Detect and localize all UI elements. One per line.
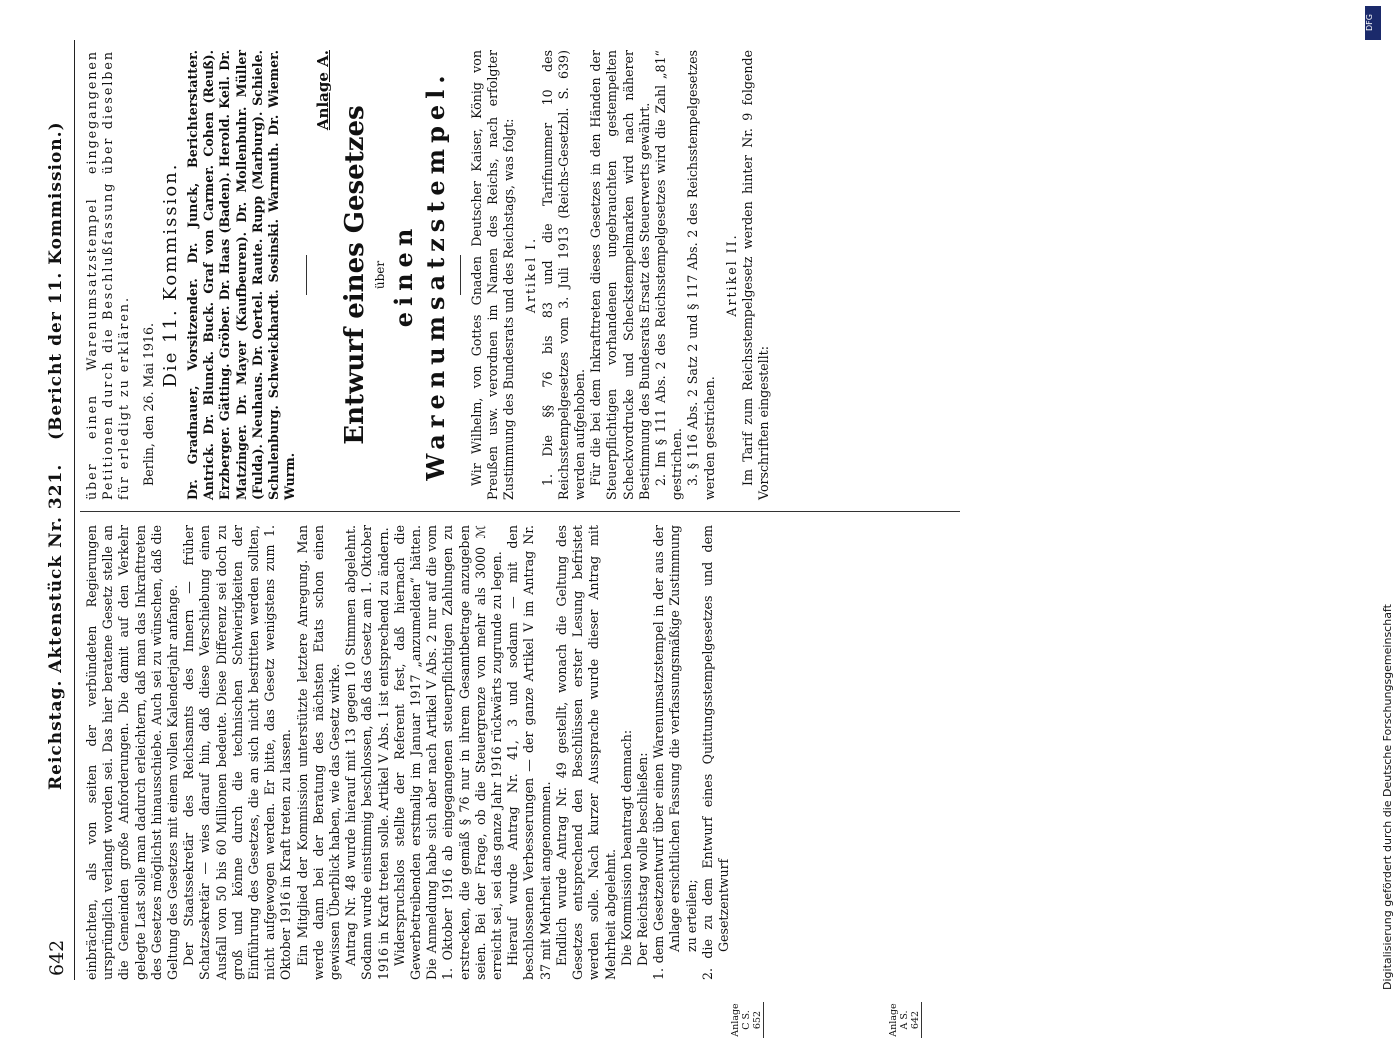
digitization-footer (1365, 0, 1394, 1000)
paragraph: über einen Warenumsatzstempel eingegangenen Petitionen durch die Beschlußfassung über dieselben für erledigt zu erklären. (84, 50, 132, 500)
article-heading: Artikel I. (523, 236, 539, 314)
annex-label: Anlage A. (314, 50, 333, 131)
draft-title: Entwurf eines Gesetzes (339, 105, 370, 445)
commission-heading: Die 11. Kommission. (159, 162, 181, 388)
paragraph: Widerspruchslos stellte der Referent fest, daß hiernach die Gewerbetreibenden erstmalig im Januar 1917 „anzumelden“ hätten. Die Anmeldung habe sich aber nach Artikel V Abs. 2 nur auf die vom 1. Oktober 1916 ab eingegangenen steuerpflichtigen Zahlungen zu erstrecken, die gemäß § 76 nur in ihrem Gesamtbetrage anzugeben seien. Bei der Frage, ob die Steuergrenze von mehr als 3000 ℳ erreicht sei, sei das ganze Jahr 1916 rückwärts zugrunde zu legen. (391, 525, 505, 980)
margin-note: Anlage C S. 652 (730, 1003, 763, 1037)
rotated-sheet (40, 0, 1040, 1037)
column-divider (80, 511, 960, 512)
divider (306, 255, 307, 295)
list-item: 1. dem Gesetzentwurf über einen Warenumsatzstempel in der aus der Anlage ersichtlichen Fassung die verfassungsmäßige Zustimmung zu erteilen; (651, 525, 699, 980)
paragraph: Im Tarif zum Reichsstempelgesetz werden hinter Nr. 9 folgende Vorschriften eingestellt: (740, 50, 772, 500)
draft-ueber: über (372, 260, 387, 290)
dfg-logo: DFG (1365, 6, 1381, 40)
page-header (40, 40, 75, 980)
margin-note: Anlage A S. 642 (888, 1003, 921, 1037)
paragraph: Die Kommission beantragt demnach: (618, 729, 634, 966)
paragraph: Antrag Nr. 48 wurde hierauf mit 13 gegen 10 Stimmen abgelehnt. Sodann wurde einstimmig beschlossen, daß das Gesetz am 1. Oktober 1916 in Kraft treten solle. Artikel V Abs. 1 ist entsprechend zu ändern. (343, 525, 391, 980)
divider (460, 255, 461, 295)
funding-credit: Digitalisierung gefördert durch die Deutsche Forschungsgemeinschaft (1381, 604, 1394, 990)
paragraph: Für die bei dem Inkrafttreten dieses Gesetzes in den Händen der Steuerpflichtigen vorhandenen ungebrauchten gestempelten Scheckvordrucke und Scheckstempelmarken wird nach näherer Bestimmung des Bundesrats Ersatz des Steuerwerts gewährt. (588, 50, 652, 500)
paragraph: 2. Im § 111 Abs. 2 des Reichsstempelgesetzes wird die Zahl „81“ gestrichen. (653, 50, 685, 500)
member-list: Dr. Gradnauer, Vorsitzender. Dr. Junck, Berichterstatter. Antrick. Dr. Blunck. Buck. Graf von Carmer. Cohen (Reuß). Erzberger. Gätting. Gröber. Dr. Haas (Baden). Herold. Keil. Dr. Matzinger. Dr. Mayer (Kaufbeuren). Dr. Mollenbuhr. Müller (Fulda). Neuhaus. Dr. Oertel. Raute. Rupp (Marburg). Schiele. Schulenburg. Schweickhardt. Sosinski. Warmuth. Dr. Wiemer. Wurm. (185, 50, 298, 500)
paragraph: Endlich wurde Antrag Nr. 49 gestellt, wonach die Geltung des Gesetzes entsprechend den Beschlüssen erster Lesung befristet werden solle. Nach kurzer Aussprache wurde dieser Antrag mit Mehrheit abgelehnt. (553, 525, 618, 980)
header-title: Reichstag. Aktenstück Nr. 321. (46, 463, 66, 790)
draft-subtitle: einen Warenumsatzstempel. (388, 69, 450, 481)
paragraph: Hierauf wurde Antrag Nr. 41, 3 und sodann — mit den beschlossenen Verbesserungen — der ganze Artikel V im Antrag Nr. 37 mit Mehrheit angenommen. (505, 525, 553, 980)
date-line: Berlin, den 26. Mai 1916. (140, 322, 156, 486)
preamble: Wir Wilhelm, von Gottes Gnaden Deutscher Kaiser, König von Preußen usw. verordnen im Namen des Reichs, nach erfolgter Zustimmung des Bundesrats und des Reichstags, was folgt: (468, 50, 517, 500)
page-number: 642 (46, 939, 68, 976)
list-item: 2. die zu dem Entwurf eines Quittungsstempelgesetzes und dem Gesetzentwurf (699, 525, 731, 980)
article-heading: Artikel II. (723, 233, 739, 317)
paragraph: Ein Mitglied der Kommission unterstützte letztere Anregung. Man werde dann bei der Beratung des nächsten Etats schon einen gewissen Überblick haben, wie das Gesetz wirke. (294, 525, 343, 980)
left-column (84, 525, 732, 980)
paragraph: Der Reichstag wolle beschließen: (634, 752, 650, 966)
paragraph: Der Staatssekretär des Reichsamts des Innern — früher Schatzsekretär — wies darauf hin, daß diese Verschiebung einen Ausfall von 50 bis 60 Millionen bedeute. Diese Differenz sei doch zu groß und könne durch die technischen Schwierigkeiten der Einführung des Gesetzes, die an sich nicht bestritten werden sollten, nicht aufgewogen werden. Er bitte, das Gesetz wenigstens zum 1. Oktober 1916 in Kraft treten zu lassen. (181, 525, 294, 980)
paragraph: 3. § 116 Abs. 2 Satz 2 und § 117 Abs. 2 des Reichsstempelgesetzes werden gestrichen. (685, 50, 717, 500)
paragraph: einbrächten, als von seiten der verbündeten Regierungen ursprünglich verlangt worden sei. Das hier beratene Gesetz stelle an die Gemeinden große Anforderungen. Die damit auf den Verkehr gelegte Last solle man dadurch erleichtern, daß man das Inkrafttreten des Gesetzes möglichst hinausschiebe. Auch sei zu wünschen, daß die Geltung des Gesetzes mit einem vollen Kalenderjahr anfange. (84, 525, 181, 980)
header-report: (Bericht der 11. Kommission.) (46, 121, 66, 440)
right-column (84, 50, 773, 500)
paragraph: 1. Die §§ 76 bis 83 und die Tarifnummer 10 des Reichsstempelgesetzes vom 3. Juli 1913 (Reichs-Gesetzbl. S. 639) werden aufgehoben. (539, 50, 588, 500)
